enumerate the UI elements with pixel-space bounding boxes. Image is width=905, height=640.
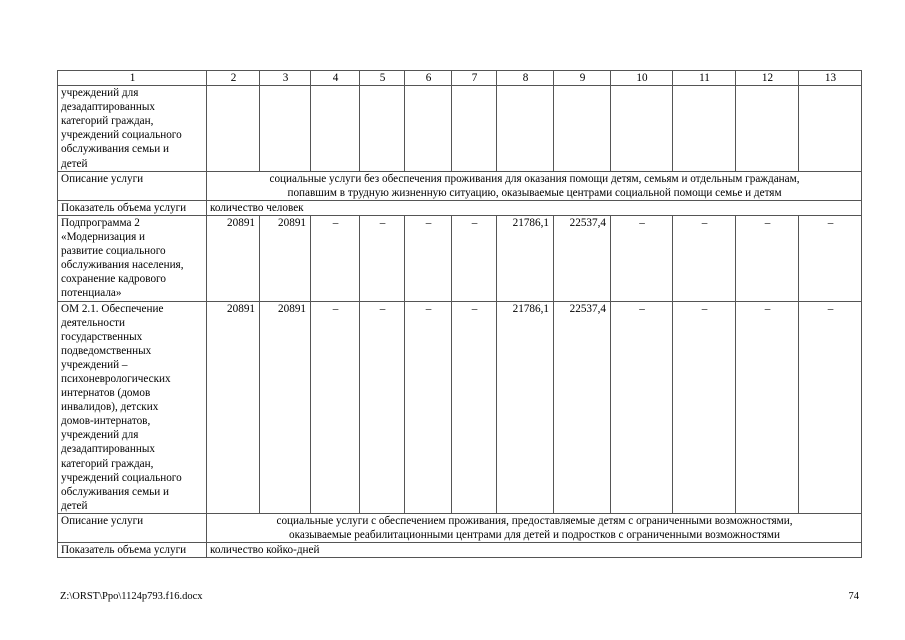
value-cell: – — [736, 215, 799, 301]
table-row — [58, 301, 862, 513]
value-cell: – — [673, 215, 736, 301]
value-cell: 20891 — [260, 301, 311, 513]
value-cell: – — [405, 215, 452, 301]
value-cell: 22537,4 — [554, 215, 611, 301]
empty-cell — [554, 86, 611, 172]
row-label: Описание услуги — [58, 171, 207, 200]
value-cell: – — [799, 301, 862, 513]
value-cell: – — [405, 301, 452, 513]
value-cell: – — [452, 215, 497, 301]
col-header: 6 — [405, 71, 452, 86]
empty-cell — [207, 86, 260, 172]
value-cell: 20891 — [207, 301, 260, 513]
value-cell: 21786,1 — [497, 215, 554, 301]
value-cell: 20891 — [260, 215, 311, 301]
row-label: Показатель объема услуги — [58, 200, 207, 215]
empty-cell — [611, 86, 673, 172]
empty-cell — [497, 86, 554, 172]
value-cell: – — [673, 301, 736, 513]
col-header: 10 — [611, 71, 673, 86]
service-description-row — [58, 513, 862, 542]
col-header: 4 — [311, 71, 360, 86]
col-header: 1 — [58, 71, 207, 86]
value-cell: – — [736, 301, 799, 513]
empty-cell — [452, 86, 497, 172]
value-cell: 21786,1 — [497, 301, 554, 513]
col-header: 7 — [452, 71, 497, 86]
empty-cell — [799, 86, 862, 172]
value-cell: – — [360, 215, 405, 301]
row-name: учреждений для дезадаптированных категорий граждан, учреждений социального обслуживания семьи и детей — [58, 86, 207, 172]
col-header: 3 — [260, 71, 311, 86]
value-cell: – — [311, 301, 360, 513]
service-description-row — [58, 171, 862, 200]
empty-cell — [260, 86, 311, 172]
column-numbers-row — [58, 71, 862, 86]
row-name: Подпрограмма 2 «Модернизация и развитие социального обслуживания населения, сохранение кадрового потенциала» — [58, 215, 207, 301]
volume-indicator-row — [58, 543, 862, 558]
service-description: социальные услуги без обеспечения проживания для оказания помощи детям, семьям и отдельным гражданам, попавшим в трудную жизненную ситуацию, оказываемые центрами социальной помощи семье и детям — [207, 171, 862, 200]
volume-indicator: количество человек — [207, 200, 862, 215]
col-header: 9 — [554, 71, 611, 86]
col-header: 8 — [497, 71, 554, 86]
table-row — [58, 86, 862, 172]
value-cell: – — [611, 301, 673, 513]
empty-cell — [360, 86, 405, 172]
value-cell: – — [452, 301, 497, 513]
empty-cell — [673, 86, 736, 172]
col-header: 5 — [360, 71, 405, 86]
col-header: 13 — [799, 71, 862, 86]
value-cell: – — [799, 215, 862, 301]
table-row — [58, 215, 862, 301]
row-label: Описание услуги — [58, 513, 207, 542]
service-description: социальные услуги с обеспечением проживания, предоставляемые детям с ограниченными возможностями, оказываемые реабилитационными центрами для детей и подростков с ограниченными возможностями — [207, 513, 862, 542]
volume-indicator: количество койко-дней — [207, 543, 862, 558]
file-path-footer: Z:\ORST\Ppo\1124p793.f16.docx — [60, 591, 203, 602]
empty-cell — [736, 86, 799, 172]
value-cell: – — [611, 215, 673, 301]
value-cell: 22537,4 — [554, 301, 611, 513]
page-number: 74 — [848, 591, 859, 602]
row-label: Показатель объема услуги — [58, 543, 207, 558]
value-cell: 20891 — [207, 215, 260, 301]
empty-cell — [311, 86, 360, 172]
value-cell: – — [311, 215, 360, 301]
row-name: ОМ 2.1. Обеспечение деятельности государственных подведомственных учреждений – психоневрологических интернатов (домов инвалидов), детских домов-интернатов, учреждений для дезадаптированных категорий граждан, учреждений социального обслуживания семьи и детей — [58, 301, 207, 513]
col-header: 11 — [673, 71, 736, 86]
data-table — [57, 70, 862, 558]
value-cell: – — [360, 301, 405, 513]
col-header: 2 — [207, 71, 260, 86]
empty-cell — [405, 86, 452, 172]
col-header: 12 — [736, 71, 799, 86]
volume-indicator-row — [58, 200, 862, 215]
